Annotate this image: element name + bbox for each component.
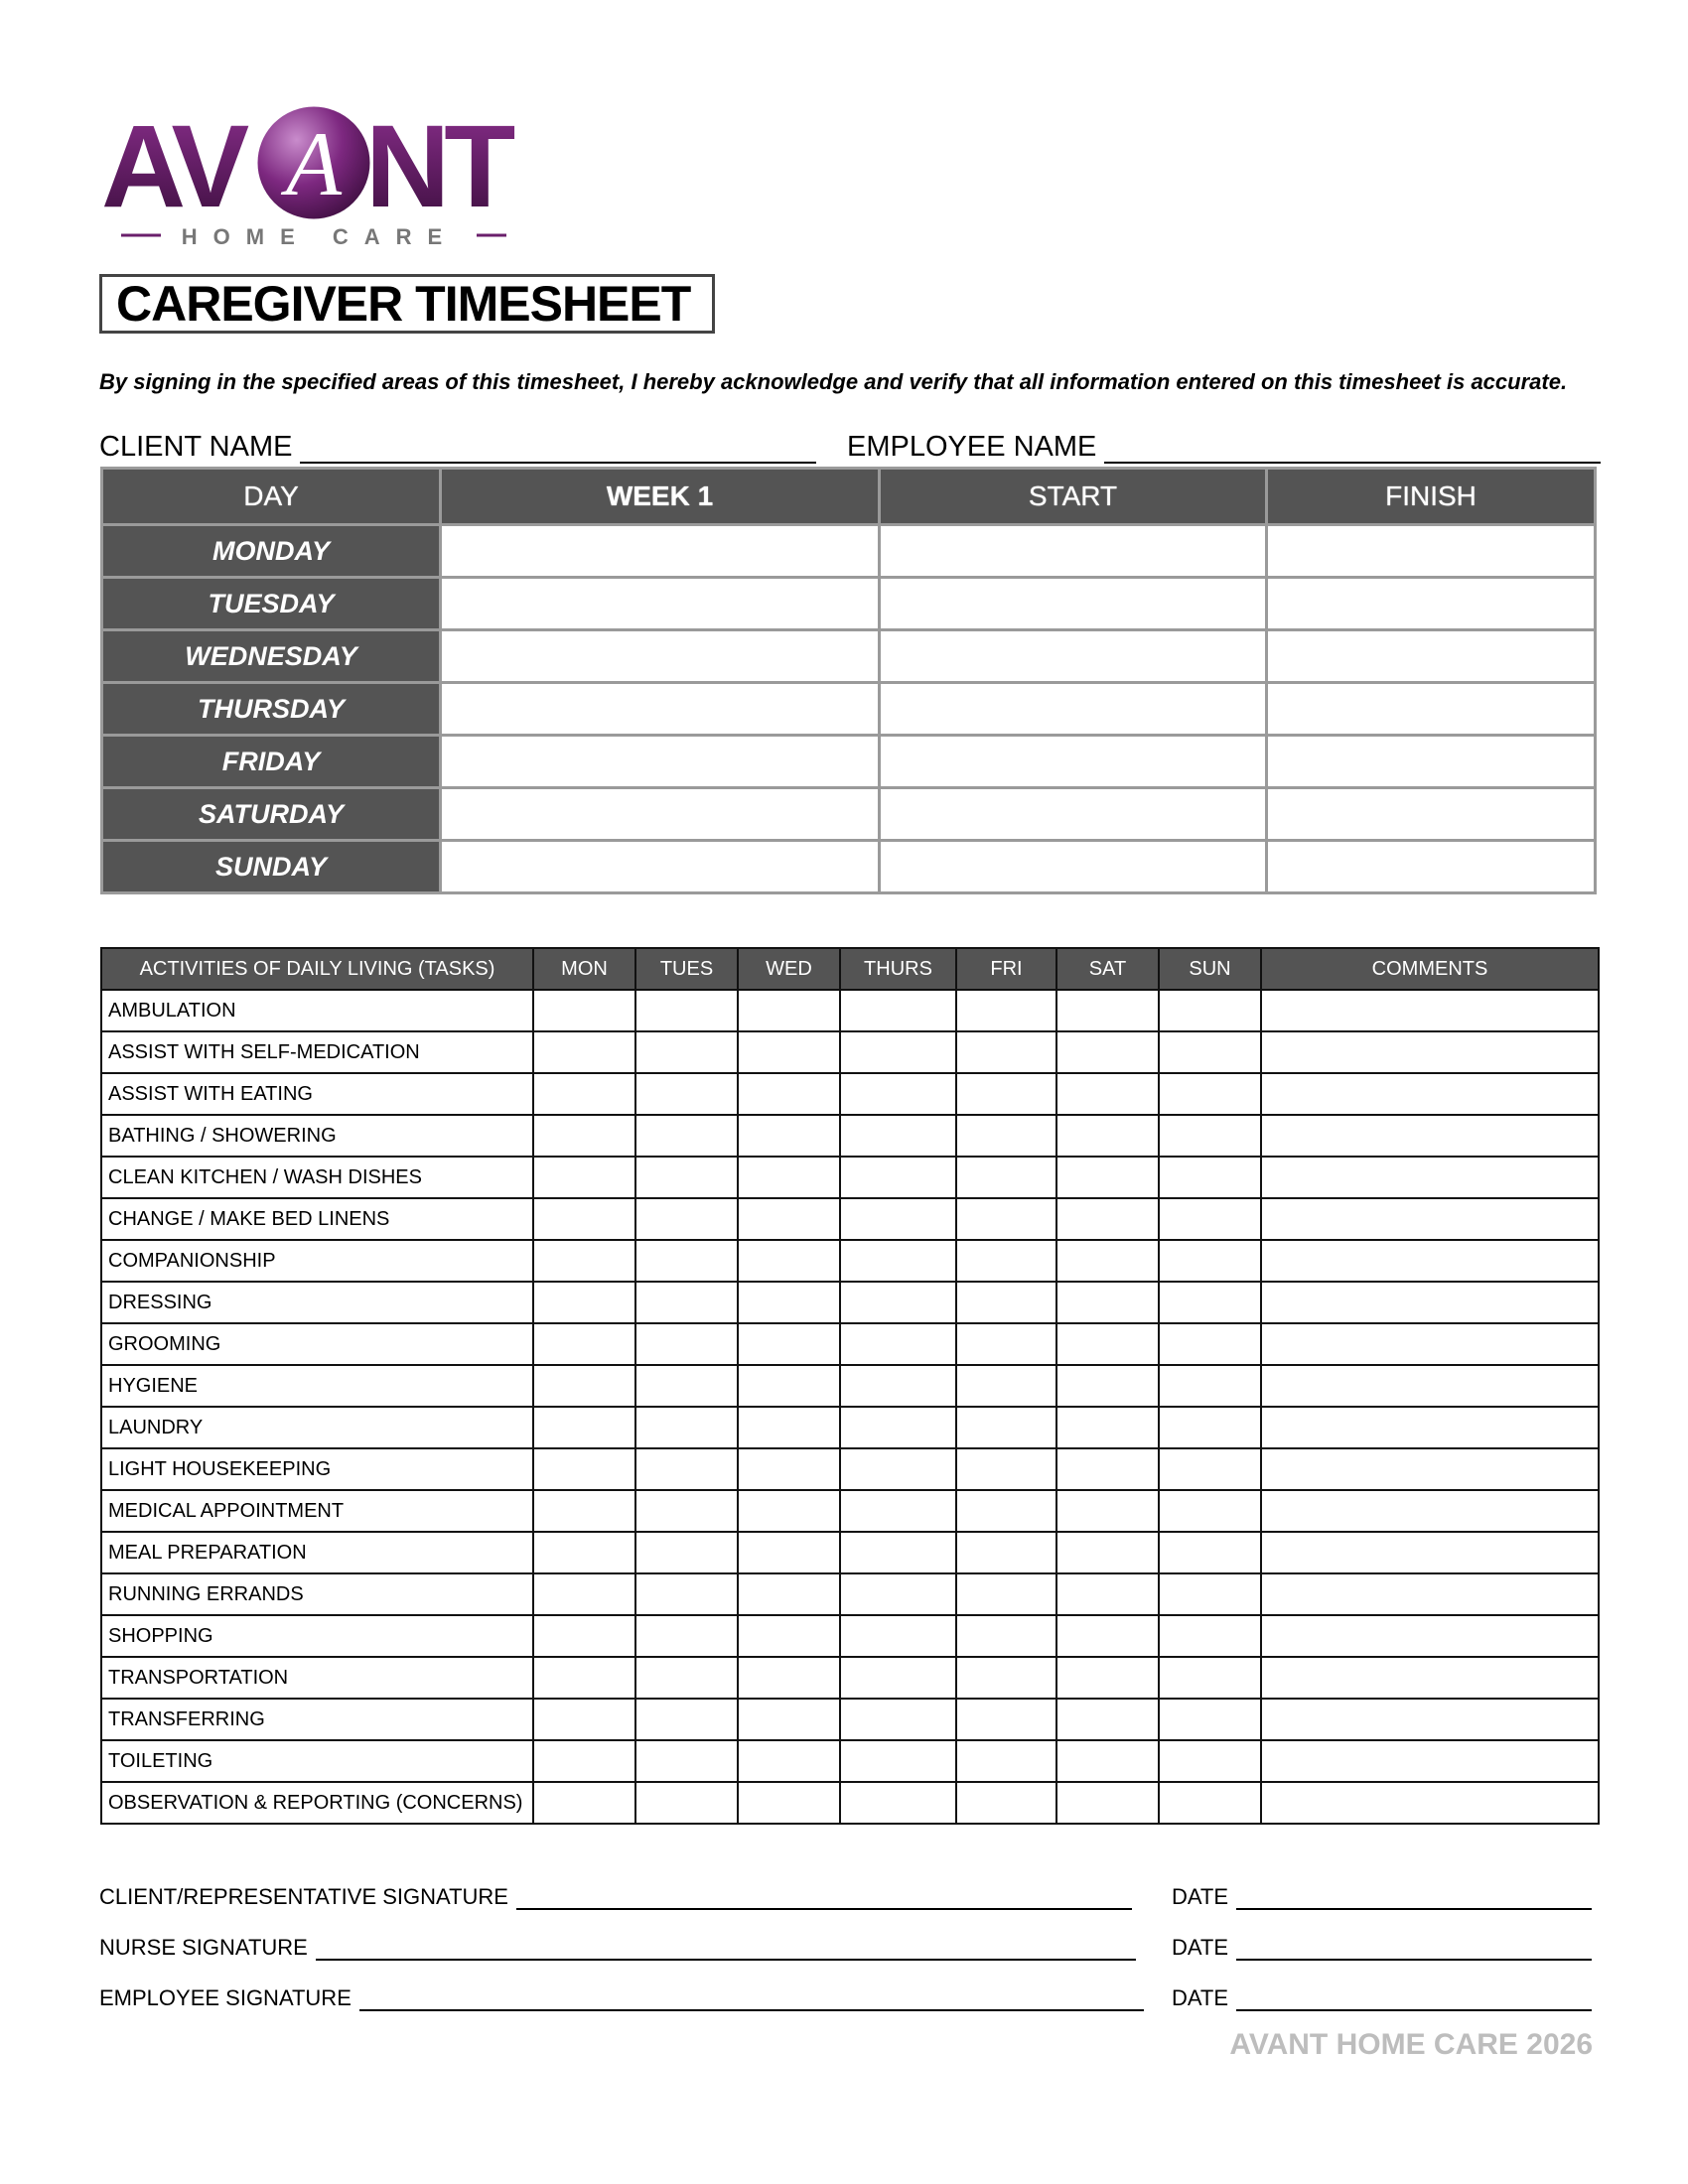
day-check-cell[interactable] <box>840 990 956 1031</box>
comment-cell[interactable] <box>1261 1323 1599 1365</box>
task-header-wed: WED <box>738 948 840 990</box>
day-check-cell[interactable] <box>956 1615 1056 1657</box>
task-label: LIGHT HOUSEKEEPING <box>101 1448 533 1490</box>
employee-name-line[interactable] <box>1104 434 1601 464</box>
client-date-label: DATE <box>1172 1884 1229 1909</box>
task-row <box>101 1740 1599 1782</box>
comment-cell[interactable] <box>1261 1657 1599 1699</box>
task-row <box>101 1615 1599 1657</box>
header-week: WEEK 1 <box>441 469 880 525</box>
task-label: TRANSFERRING <box>101 1699 533 1740</box>
task-row <box>101 1490 1599 1532</box>
day-check-cell[interactable] <box>840 1240 956 1282</box>
day-check-cell[interactable] <box>533 1782 635 1824</box>
day-check-cell[interactable] <box>956 1532 1056 1573</box>
task-label: CLEAN KITCHEN / WASH DISHES <box>101 1157 533 1198</box>
week-row <box>102 525 1596 578</box>
week-cell[interactable] <box>441 736 880 788</box>
client-signature-field[interactable] <box>99 1884 1132 1910</box>
day-check-cell[interactable] <box>635 1532 738 1573</box>
employee-date-field[interactable] <box>1172 1985 1592 2011</box>
day-check-cell[interactable] <box>1056 1282 1159 1323</box>
employee-signature-field[interactable] <box>99 1985 1144 2011</box>
task-row <box>101 1448 1599 1490</box>
day-check-cell[interactable] <box>1056 1115 1159 1157</box>
day-check-cell[interactable] <box>738 1407 840 1448</box>
nurse-date-line[interactable] <box>1236 1937 1592 1961</box>
task-header-sun: SUN <box>1159 948 1261 990</box>
day-check-cell[interactable] <box>840 1490 956 1532</box>
day-check-cell[interactable] <box>840 1282 956 1323</box>
task-label: BATHING / SHOWERING <box>101 1115 533 1157</box>
header-start: START <box>880 469 1267 525</box>
task-row <box>101 1031 1599 1073</box>
day-check-cell[interactable] <box>1056 1448 1159 1490</box>
day-check-cell[interactable] <box>1159 1407 1261 1448</box>
week-cell[interactable] <box>441 525 880 578</box>
day-label: SATURDAY <box>102 788 441 841</box>
finish-time-cell[interactable] <box>1267 841 1596 893</box>
employee-signature-line[interactable] <box>359 1987 1144 2011</box>
task-row <box>101 1365 1599 1407</box>
comment-cell[interactable] <box>1261 1115 1599 1157</box>
task-row <box>101 1699 1599 1740</box>
employee-date-line[interactable] <box>1236 1987 1592 2011</box>
comment-cell[interactable] <box>1261 1782 1599 1824</box>
day-check-cell[interactable] <box>738 1448 840 1490</box>
day-check-cell[interactable] <box>533 990 635 1031</box>
day-check-cell[interactable] <box>635 1157 738 1198</box>
task-row <box>101 1282 1599 1323</box>
week-cell[interactable] <box>441 788 880 841</box>
task-label: HYGIENE <box>101 1365 533 1407</box>
day-check-cell[interactable] <box>1159 1657 1261 1699</box>
day-check-cell[interactable] <box>738 1573 840 1615</box>
client-name-line[interactable] <box>300 434 816 464</box>
day-check-cell[interactable] <box>738 1157 840 1198</box>
day-label: WEDNESDAY <box>102 630 441 683</box>
finish-time-cell[interactable] <box>1267 630 1596 683</box>
day-check-cell[interactable] <box>1056 1490 1159 1532</box>
task-header-activities-of-daily-living-tasks: ACTIVITIES OF DAILY LIVING (TASKS) <box>101 948 533 990</box>
week-cell[interactable] <box>441 683 880 736</box>
day-check-cell[interactable] <box>1056 1782 1159 1824</box>
task-row <box>101 1240 1599 1282</box>
day-check-cell[interactable] <box>1159 1323 1261 1365</box>
day-check-cell[interactable] <box>635 1115 738 1157</box>
comment-cell[interactable] <box>1261 1615 1599 1657</box>
task-row <box>101 1782 1599 1824</box>
nurse-signature-line[interactable] <box>316 1937 1136 1961</box>
day-check-cell[interactable] <box>956 1365 1056 1407</box>
day-check-cell[interactable] <box>533 1282 635 1323</box>
day-check-cell[interactable] <box>1159 1740 1261 1782</box>
week-cell[interactable] <box>441 630 880 683</box>
day-check-cell[interactable] <box>738 1198 840 1240</box>
start-time-cell[interactable] <box>880 630 1267 683</box>
client-signature-label: CLIENT/REPRESENTATIVE SIGNATURE <box>99 1884 508 1909</box>
day-check-cell[interactable] <box>533 1365 635 1407</box>
day-check-cell[interactable] <box>738 1365 840 1407</box>
start-time-cell[interactable] <box>880 578 1267 630</box>
day-check-cell[interactable] <box>738 990 840 1031</box>
day-check-cell[interactable] <box>840 1031 956 1073</box>
day-check-cell[interactable] <box>635 990 738 1031</box>
day-check-cell[interactable] <box>1056 1407 1159 1448</box>
day-check-cell[interactable] <box>840 1699 956 1740</box>
task-row <box>101 1407 1599 1448</box>
svg-text:NT: NT <box>365 101 510 232</box>
day-check-cell[interactable] <box>1056 1240 1159 1282</box>
client-name-field[interactable] <box>99 431 816 464</box>
task-label: COMPANIONSHIP <box>101 1240 533 1282</box>
day-check-cell[interactable] <box>840 1615 956 1657</box>
daily-tasks-table <box>100 947 1600 1825</box>
start-time-cell[interactable] <box>880 683 1267 736</box>
task-row <box>101 990 1599 1031</box>
day-check-cell[interactable] <box>956 1699 1056 1740</box>
day-check-cell[interactable] <box>1056 1699 1159 1740</box>
week-row <box>102 736 1596 788</box>
avant-home-care-logo <box>99 99 516 248</box>
day-check-cell[interactable] <box>635 1490 738 1532</box>
day-check-cell[interactable] <box>840 1740 956 1782</box>
comment-cell[interactable] <box>1261 1699 1599 1740</box>
day-check-cell[interactable] <box>840 1782 956 1824</box>
day-check-cell[interactable] <box>1056 1740 1159 1782</box>
task-row <box>101 1573 1599 1615</box>
task-row <box>101 1657 1599 1699</box>
day-check-cell[interactable] <box>840 1573 956 1615</box>
day-check-cell[interactable] <box>635 1323 738 1365</box>
task-label: AMBULATION <box>101 990 533 1031</box>
day-check-cell[interactable] <box>738 1740 840 1782</box>
day-check-cell[interactable] <box>956 1657 1056 1699</box>
day-check-cell[interactable] <box>533 1031 635 1073</box>
day-check-cell[interactable] <box>635 1615 738 1657</box>
day-check-cell[interactable] <box>956 1240 1056 1282</box>
finish-time-cell[interactable] <box>1267 525 1596 578</box>
day-check-cell[interactable] <box>840 1365 956 1407</box>
comment-cell[interactable] <box>1261 1490 1599 1532</box>
task-label: TRANSPORTATION <box>101 1657 533 1699</box>
day-label: THURSDAY <box>102 683 441 736</box>
day-check-cell[interactable] <box>635 1657 738 1699</box>
day-check-cell[interactable] <box>956 1782 1056 1824</box>
footer-brand: AVANT HOME CARE 2026 <box>1229 2028 1593 2061</box>
nurse-date-label: DATE <box>1172 1935 1229 1960</box>
day-check-cell[interactable] <box>533 1407 635 1448</box>
comment-cell[interactable] <box>1261 1532 1599 1573</box>
day-check-cell[interactable] <box>956 1031 1056 1073</box>
day-check-cell[interactable] <box>1056 1365 1159 1407</box>
day-check-cell[interactable] <box>533 1699 635 1740</box>
day-check-cell[interactable] <box>635 1740 738 1782</box>
comment-cell[interactable] <box>1261 1157 1599 1198</box>
day-check-cell[interactable] <box>956 990 1056 1031</box>
day-check-cell[interactable] <box>635 1407 738 1448</box>
week-row <box>102 788 1596 841</box>
day-check-cell[interactable] <box>1056 1657 1159 1699</box>
day-check-cell[interactable] <box>956 1490 1056 1532</box>
start-time-cell[interactable] <box>880 841 1267 893</box>
day-check-cell[interactable] <box>1056 1573 1159 1615</box>
day-check-cell[interactable] <box>635 1031 738 1073</box>
day-check-cell[interactable] <box>533 1573 635 1615</box>
task-row <box>101 1323 1599 1365</box>
day-check-cell[interactable] <box>956 1407 1056 1448</box>
client-date-field[interactable] <box>1172 1884 1592 1910</box>
week-cell[interactable] <box>441 578 880 630</box>
nurse-signature-label: NURSE SIGNATURE <box>99 1935 308 1960</box>
employee-name-field[interactable] <box>847 431 1601 464</box>
day-check-cell[interactable] <box>956 1157 1056 1198</box>
comment-cell[interactable] <box>1261 1282 1599 1323</box>
day-check-cell[interactable] <box>1159 1532 1261 1573</box>
comment-cell[interactable] <box>1261 1573 1599 1615</box>
day-check-cell[interactable] <box>533 1198 635 1240</box>
day-check-cell[interactable] <box>956 1448 1056 1490</box>
task-header-fri: FRI <box>956 948 1056 990</box>
task-header-mon: MON <box>533 948 635 990</box>
day-label: SUNDAY <box>102 841 441 893</box>
day-check-cell[interactable] <box>840 1198 956 1240</box>
day-check-cell[interactable] <box>956 1198 1056 1240</box>
task-label: TOILETING <box>101 1740 533 1782</box>
day-check-cell[interactable] <box>533 1240 635 1282</box>
day-check-cell[interactable] <box>533 1157 635 1198</box>
task-label: MEDICAL APPOINTMENT <box>101 1490 533 1532</box>
finish-time-cell[interactable] <box>1267 736 1596 788</box>
task-row <box>101 1532 1599 1573</box>
task-label: ASSIST WITH SELF-MEDICATION <box>101 1031 533 1073</box>
week-row <box>102 841 1596 893</box>
day-check-cell[interactable] <box>738 1699 840 1740</box>
task-header-comments: COMMENTS <box>1261 948 1599 990</box>
day-check-cell[interactable] <box>1159 1448 1261 1490</box>
comment-cell[interactable] <box>1261 1073 1599 1115</box>
comment-cell[interactable] <box>1261 1240 1599 1282</box>
day-check-cell[interactable] <box>1056 990 1159 1031</box>
day-check-cell[interactable] <box>840 1532 956 1573</box>
day-check-cell[interactable] <box>533 1323 635 1365</box>
task-header-sat: SAT <box>1056 948 1159 990</box>
day-check-cell[interactable] <box>533 1657 635 1699</box>
day-check-cell[interactable] <box>533 1740 635 1782</box>
day-check-cell[interactable] <box>840 1073 956 1115</box>
day-check-cell[interactable] <box>1056 1615 1159 1657</box>
comment-cell[interactable] <box>1261 1031 1599 1073</box>
day-check-cell[interactable] <box>635 1699 738 1740</box>
day-check-cell[interactable] <box>533 1073 635 1115</box>
day-check-cell[interactable] <box>635 1282 738 1323</box>
day-check-cell[interactable] <box>840 1657 956 1699</box>
day-check-cell[interactable] <box>635 1073 738 1115</box>
day-check-cell[interactable] <box>1159 1115 1261 1157</box>
svg-text:AV: AV <box>101 101 244 232</box>
svg-text:A: A <box>285 113 343 214</box>
day-check-cell[interactable] <box>1159 990 1261 1031</box>
task-label: MEAL PREPARATION <box>101 1532 533 1573</box>
task-row <box>101 1115 1599 1157</box>
comment-cell[interactable] <box>1261 1448 1599 1490</box>
employee-date-label: DATE <box>1172 1985 1229 2010</box>
day-check-cell[interactable] <box>1159 1782 1261 1824</box>
day-check-cell[interactable] <box>1159 1615 1261 1657</box>
day-check-cell[interactable] <box>533 1490 635 1532</box>
task-label: ASSIST WITH EATING <box>101 1073 533 1115</box>
day-label: TUESDAY <box>102 578 441 630</box>
day-check-cell[interactable] <box>956 1573 1056 1615</box>
task-label: DRESSING <box>101 1282 533 1323</box>
day-check-cell[interactable] <box>738 1782 840 1824</box>
client-name-label: CLIENT NAME <box>99 431 293 463</box>
day-check-cell[interactable] <box>840 1448 956 1490</box>
day-check-cell[interactable] <box>635 1365 738 1407</box>
task-header-tues: TUES <box>635 948 738 990</box>
day-check-cell[interactable] <box>738 1282 840 1323</box>
finish-time-cell[interactable] <box>1267 578 1596 630</box>
day-check-cell[interactable] <box>1056 1073 1159 1115</box>
task-label: OBSERVATION & REPORTING (CONCERNS) <box>101 1782 533 1824</box>
task-header-thurs: THURS <box>840 948 956 990</box>
day-check-cell[interactable] <box>1159 1073 1261 1115</box>
client-signature-line[interactable] <box>516 1886 1132 1910</box>
day-check-cell[interactable] <box>840 1115 956 1157</box>
week-hours-table <box>100 467 1597 894</box>
comment-cell[interactable] <box>1261 1365 1599 1407</box>
task-label: SHOPPING <box>101 1615 533 1657</box>
finish-time-cell[interactable] <box>1267 683 1596 736</box>
day-check-cell[interactable] <box>1056 1323 1159 1365</box>
day-check-cell[interactable] <box>1056 1157 1159 1198</box>
page-title: CAREGIVER TIMESHEET <box>99 274 715 334</box>
day-check-cell[interactable] <box>635 1448 738 1490</box>
day-label: MONDAY <box>102 525 441 578</box>
disclaimer-text: By signing in the specified areas of this timesheet, I hereby acknowledge and verify that all information entered on this timesheet is accurate. <box>99 369 1568 394</box>
day-check-cell[interactable] <box>1056 1198 1159 1240</box>
week-row <box>102 683 1596 736</box>
header-day: DAY <box>102 469 441 525</box>
task-label: GROOMING <box>101 1323 533 1365</box>
week-row <box>102 578 1596 630</box>
comment-cell[interactable] <box>1261 1407 1599 1448</box>
start-time-cell[interactable] <box>880 736 1267 788</box>
day-check-cell[interactable] <box>738 1031 840 1073</box>
task-row <box>101 1157 1599 1198</box>
day-check-cell[interactable] <box>1159 1240 1261 1282</box>
day-check-cell[interactable] <box>635 1573 738 1615</box>
day-check-cell[interactable] <box>1056 1532 1159 1573</box>
day-check-cell[interactable] <box>956 1323 1056 1365</box>
week-row <box>102 630 1596 683</box>
day-check-cell[interactable] <box>1159 1365 1261 1407</box>
day-check-cell[interactable] <box>1159 1198 1261 1240</box>
day-check-cell[interactable] <box>1056 1031 1159 1073</box>
comment-cell[interactable] <box>1261 1198 1599 1240</box>
task-label: RUNNING ERRANDS <box>101 1573 533 1615</box>
day-check-cell[interactable] <box>956 1073 1056 1115</box>
week-cell[interactable] <box>441 841 880 893</box>
comment-cell[interactable] <box>1261 1740 1599 1782</box>
day-check-cell[interactable] <box>738 1240 840 1282</box>
header-finish: FINISH <box>1267 469 1596 525</box>
day-check-cell[interactable] <box>1159 1282 1261 1323</box>
day-check-cell[interactable] <box>738 1115 840 1157</box>
employee-name-label: EMPLOYEE NAME <box>847 431 1097 463</box>
day-check-cell[interactable] <box>738 1615 840 1657</box>
day-check-cell[interactable] <box>533 1532 635 1573</box>
day-check-cell[interactable] <box>738 1073 840 1115</box>
start-time-cell[interactable] <box>880 525 1267 578</box>
finish-time-cell[interactable] <box>1267 788 1596 841</box>
day-check-cell[interactable] <box>1159 1490 1261 1532</box>
day-check-cell[interactable] <box>533 1115 635 1157</box>
task-label: LAUNDRY <box>101 1407 533 1448</box>
day-check-cell[interactable] <box>635 1198 738 1240</box>
day-check-cell[interactable] <box>1159 1699 1261 1740</box>
day-check-cell[interactable] <box>635 1240 738 1282</box>
day-check-cell[interactable] <box>1159 1031 1261 1073</box>
day-label: FRIDAY <box>102 736 441 788</box>
day-check-cell[interactable] <box>956 1282 1056 1323</box>
day-check-cell[interactable] <box>533 1615 635 1657</box>
day-check-cell[interactable] <box>840 1407 956 1448</box>
task-label: CHANGE / MAKE BED LINENS <box>101 1198 533 1240</box>
day-check-cell[interactable] <box>533 1448 635 1490</box>
nurse-signature-field[interactable] <box>99 1935 1136 1961</box>
task-row <box>101 1073 1599 1115</box>
comment-cell[interactable] <box>1261 990 1599 1031</box>
day-check-cell[interactable] <box>635 1782 738 1824</box>
day-check-cell[interactable] <box>956 1740 1056 1782</box>
day-check-cell[interactable] <box>738 1532 840 1573</box>
day-check-cell[interactable] <box>738 1323 840 1365</box>
task-row <box>101 1198 1599 1240</box>
day-check-cell[interactable] <box>956 1115 1056 1157</box>
day-check-cell[interactable] <box>840 1157 956 1198</box>
start-time-cell[interactable] <box>880 788 1267 841</box>
svg-text:HOME CARE: HOME CARE <box>181 224 459 248</box>
day-check-cell[interactable] <box>738 1657 840 1699</box>
day-check-cell[interactable] <box>840 1323 956 1365</box>
day-check-cell[interactable] <box>738 1490 840 1532</box>
day-check-cell[interactable] <box>1159 1573 1261 1615</box>
day-check-cell[interactable] <box>1159 1157 1261 1198</box>
nurse-date-field[interactable] <box>1172 1935 1592 1961</box>
employee-signature-label: EMPLOYEE SIGNATURE <box>99 1985 352 2010</box>
client-date-line[interactable] <box>1236 1886 1592 1910</box>
